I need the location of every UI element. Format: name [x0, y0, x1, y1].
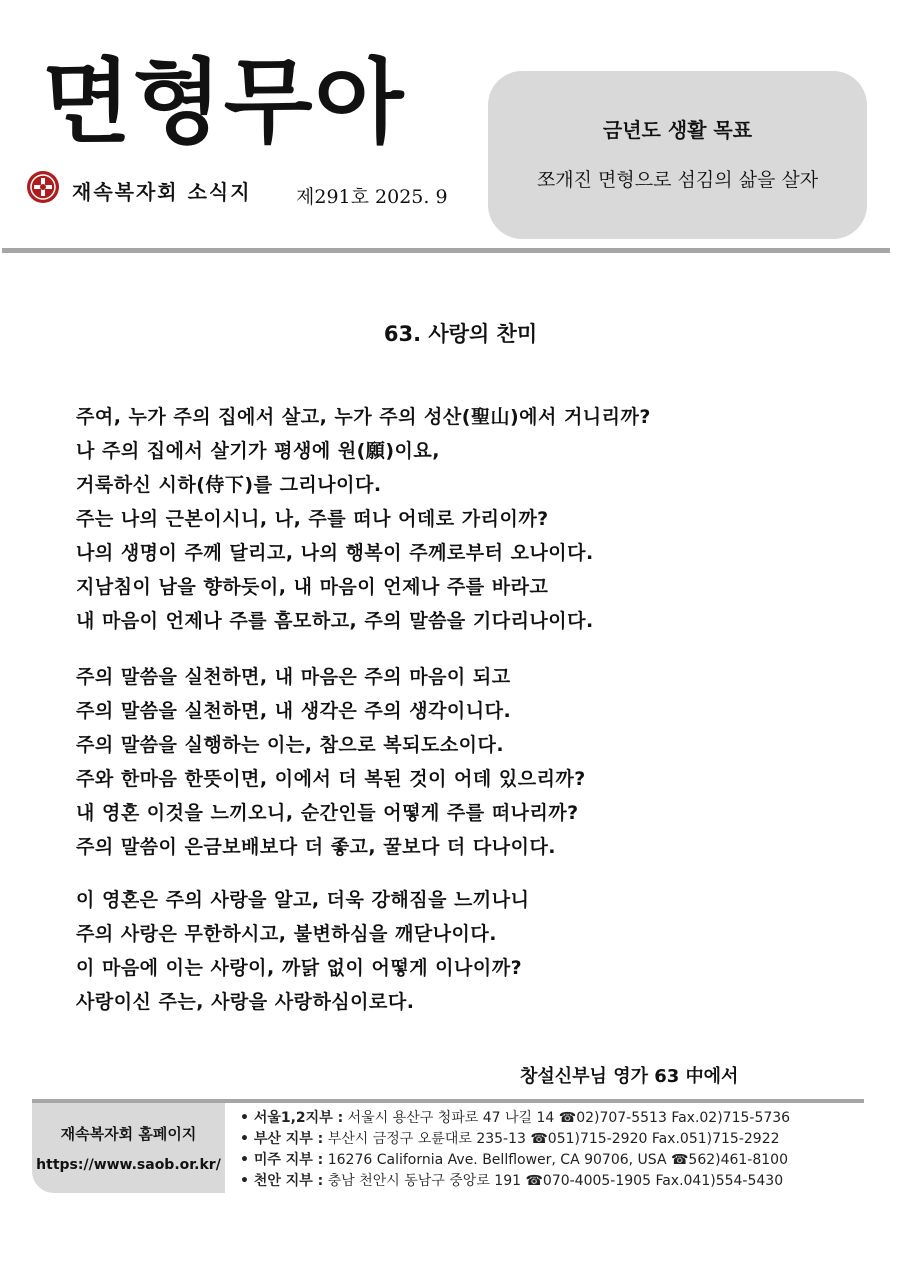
- stanza-2: [76, 660, 876, 864]
- branch-name: 부산 지부 :: [253, 1131, 324, 1147]
- poem-line: 거룩하신 시하(侍下)를 그리나이다.: [76, 474, 382, 496]
- newsletter-title: 면형무아: [42, 48, 406, 156]
- masthead-block: [36, 48, 456, 164]
- poem-line: 주와 한마음 한뜻이면, 이에서 더 복된 것이 어데 있으리까?: [76, 768, 586, 790]
- header-divider: [2, 248, 890, 253]
- bullet-icon: •: [240, 1152, 254, 1168]
- branch-name: 미주 지부 :: [253, 1152, 324, 1168]
- poem-line: 주여, 누가 주의 집에서 살고, 누가 주의 성산(聖山)에서 거니리까?: [76, 406, 651, 428]
- poem-line: 나 주의 집에서 살기가 평생에 원(願)이요,: [76, 440, 440, 462]
- goal-label: 금년도 생활 목표: [602, 118, 753, 142]
- branch-name: 서울1,2지부 :: [253, 1110, 344, 1126]
- poem-title: 63. 사랑의 찬미: [383, 322, 538, 346]
- poem-line: 주의 말씀이 은금보배보다 더 좋고, 꿀보다 더 다나이다.: [76, 836, 557, 858]
- poem-source: 창설신부님 영가 63 中에서: [520, 1066, 739, 1087]
- issue-number: 제291호 2025. 9: [296, 186, 448, 208]
- branch-detail: 16276 California Ave. Bellflower, CA 90706, USA ☎562)461-8100: [327, 1152, 788, 1168]
- poem-line: 내 영혼 이것을 느끼오니, 순간인들 어떻게 주를 떠나리까?: [76, 802, 579, 824]
- annual-goal-box: [488, 71, 867, 239]
- branch-list: [240, 1108, 870, 1192]
- org-logo-icon: [26, 170, 60, 204]
- branch-item: [240, 1129, 870, 1150]
- poem-line: 나의 생명이 주께 달리고, 나의 행복이 주께로부터 오나이다.: [76, 542, 594, 564]
- poem-line: 주의 말씀을 실행하는 이는, 참으로 복되도소이다.: [76, 734, 505, 756]
- poem-line: 이 마음에 이는 사랑이, 까닭 없이 어떻게 이나이까?: [76, 957, 523, 979]
- poem-line: 주의 말씀을 실천하면, 내 생각은 주의 생각이니다.: [76, 700, 512, 722]
- homepage-box: [32, 1103, 225, 1193]
- stanza-3: [76, 883, 876, 1019]
- branch-item: [240, 1108, 870, 1129]
- bullet-icon: •: [240, 1173, 254, 1189]
- poem-line: 주의 말씀을 실천하면, 내 마음은 주의 마음이 되고: [76, 666, 511, 688]
- poem-line: 주는 나의 근본이시니, 나, 주를 떠나 어데로 가리이까?: [76, 508, 549, 530]
- poem-line: 지남침이 남을 향하듯이, 내 마음이 언제나 주를 바라고: [76, 576, 549, 598]
- bullet-icon: •: [240, 1110, 254, 1126]
- homepage-link[interactable]: https://www.saob.or.kr/: [36, 1157, 221, 1173]
- poem-line: 이 영혼은 주의 사랑을 알고, 더욱 강해짐을 느끼나니: [76, 889, 530, 911]
- poem-line: 사랑이신 주는, 사랑을 사랑하심이로다.: [76, 991, 415, 1013]
- bullet-icon: •: [240, 1131, 254, 1147]
- branch-item: [240, 1150, 870, 1171]
- branch-name: 천안 지부 :: [253, 1173, 324, 1189]
- branch-detail: 부산시 금정구 오륜대로 235-13 ☎051)715-2920 Fax.051)715-2922: [327, 1131, 780, 1147]
- stanza-1: [76, 400, 876, 638]
- branch-detail: 충남 천안시 동남구 중앙로 191 ☎070-4005-1905 Fax.041)554-5430: [327, 1173, 784, 1189]
- branch-item: [240, 1171, 870, 1192]
- homepage-label: 재속복자회 홈페이지: [60, 1125, 197, 1143]
- goal-text: 쪼개진 면형으로 섬김의 삶을 살자: [536, 169, 819, 191]
- poem-line: 내 마음이 언제나 주를 흠모하고, 주의 말씀을 기다리나이다.: [76, 610, 594, 632]
- poem-line: 주의 사랑은 무한하시고, 불변하심을 깨닫나이다.: [76, 923, 497, 945]
- org-name: 재속복자회 소식지: [72, 180, 252, 204]
- branch-detail: 서울시 용산구 청파로 47 나길 14 ☎02)707-5513 Fax.02)715-5736: [347, 1110, 791, 1126]
